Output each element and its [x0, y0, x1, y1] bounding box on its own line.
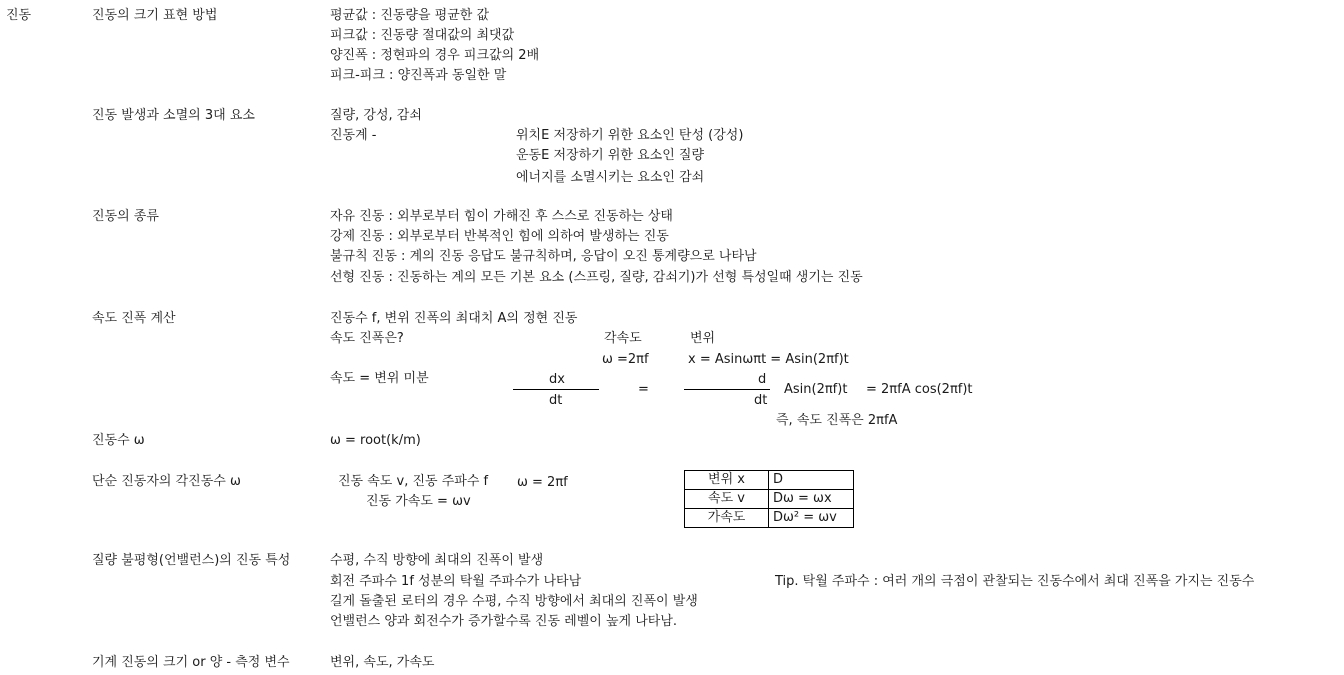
fraction-bar	[513, 389, 599, 390]
simple-acceleration: 진동 가속도 = ωv	[366, 494, 471, 509]
asin-term: Asin(2πf)t	[784, 382, 848, 397]
category-label: 진동	[6, 8, 32, 23]
unbalance-line: 회전 주파수 1f 성분의 탁월 주파수가 나타남	[330, 574, 582, 589]
elements-item: 에너지를 소멸시키는 요소인 감쇠	[516, 170, 705, 185]
unbalance-line: 언밸런스 양과 회전수가 증가할수록 진동 레벨이 높게 나타남.	[330, 614, 678, 629]
types-line: 선형 진동 : 진동하는 계의 모든 기본 요소 (스프링, 질량, 감쇠기)가 선형 특성일때 생기는 진동	[330, 270, 863, 285]
table-cell-key: 속도 v	[685, 490, 769, 509]
frequency-formula: ω = root(k/m)	[330, 433, 421, 448]
measure-title: 기계 진동의 크기 or 양 - 측정 변수	[92, 655, 290, 670]
derivative-result: = 2πfA cos(2πf)t	[866, 382, 973, 397]
velocity-conclusion: 즉, 속도 진폭은 2πfA	[776, 413, 898, 428]
types-line: 불규칙 진동 : 계의 진동 응답도 불규칙하며, 응답이 오진 통계량으로 나타남	[330, 249, 757, 264]
measure-value: 변위, 속도, 가속도	[330, 655, 435, 670]
table-cell-key: 변위 x	[685, 471, 769, 490]
relation-table	[684, 470, 854, 528]
displacement-equation: x = Asinωπt = Asin(2πf)t	[688, 352, 849, 367]
unbalance-line: 길게 돌출된 로터의 경우 수평, 수직 방향에서 최대의 진폭이 발생	[330, 594, 698, 609]
velocity-title: 속도 진폭 계산	[92, 311, 176, 326]
fraction-numerator-dx: dx	[549, 372, 565, 387]
table-cell-value: D	[769, 471, 854, 490]
unbalance-line: 수평, 수직 방향에 최대의 진폭이 발생	[330, 553, 544, 568]
size-title: 진동의 크기 표현 방법	[92, 8, 218, 23]
system-label: 진동계 -	[330, 128, 377, 143]
table-cell-key: 가속도	[685, 509, 769, 528]
frequency-title: 진동수 ω	[92, 433, 145, 448]
types-line: 자유 진동 : 외부로부터 힘이 가해진 후 스스로 진동하는 상태	[330, 209, 673, 224]
table-cell-value: Dω = ωx	[769, 490, 854, 509]
simple-title: 단순 진동자의 각진동수 ω	[92, 474, 241, 489]
velocity-question: 속도 진폭은?	[330, 331, 404, 346]
omega-equation: ω =2πf	[602, 352, 649, 367]
types-line: 강제 진동 : 외부로부터 반복적인 힘에 의하여 발생하는 진동	[330, 229, 669, 244]
angular-velocity-label: 각속도	[604, 331, 642, 346]
simple-omega: ω = 2πf	[517, 475, 568, 490]
table-row	[685, 509, 854, 528]
table-row	[685, 471, 854, 490]
size-line: 피크값 : 진동량 절대값의 최댓값	[330, 28, 515, 43]
size-line: 평균값 : 진동량을 평균한 값	[330, 8, 490, 23]
elements-line: 질량, 강성, 감쇠	[330, 108, 422, 123]
table-cell-value: Dω² = ωv	[769, 509, 854, 528]
types-title: 진동의 종류	[92, 209, 159, 224]
tip-note: Tip. 탁월 주파수 : 여러 개의 극점이 관찰되는 진동수에서 최대 진폭을 가지는 진동수	[775, 574, 1255, 589]
elements-item: 위치E 저장하기 위한 요소인 탄성 (강성)	[516, 128, 744, 143]
fraction-denominator-dt: dt	[549, 393, 563, 408]
elements-item: 운동E 저장하기 위한 요소인 질량	[516, 148, 704, 163]
size-line: 피크-피크 : 양진폭과 동일한 말	[330, 68, 507, 83]
unbalance-title: 질량 불평형(언밸런스)의 진동 특성	[92, 553, 291, 568]
fraction-bar	[684, 389, 770, 390]
equals-sign: =	[638, 382, 649, 397]
displacement-label: 변위	[690, 331, 716, 346]
size-line: 양진폭 : 정현파의 경우 피크값의 2배	[330, 48, 540, 63]
elements-title: 진동 발생과 소멸의 3대 요소	[92, 108, 255, 123]
simple-line: 진동 속도 v, 진동 주파수 f	[338, 474, 489, 489]
velocity-line: 진동수 f, 변위 진폭의 최대치 A의 정현 진동	[330, 311, 578, 326]
fraction-numerator-d: d	[758, 372, 767, 387]
derivative-label: 속도 = 변위 미분	[330, 371, 429, 386]
fraction-denominator-dt: dt	[754, 393, 768, 408]
table-row	[685, 490, 854, 509]
